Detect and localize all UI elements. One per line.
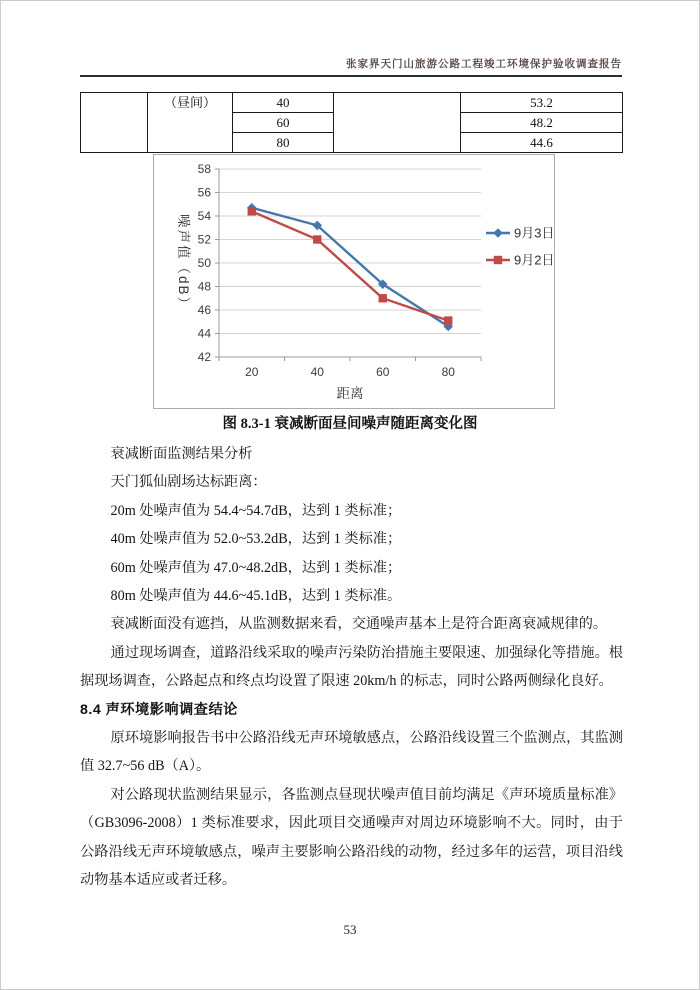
svg-text:56: 56 [197, 185, 211, 200]
chart-svg [154, 155, 554, 408]
svg-text:20: 20 [245, 365, 259, 379]
svg-text:42: 42 [197, 350, 211, 364]
table-cell-value: 48.2 [461, 113, 623, 133]
noise-distance-chart [153, 154, 555, 409]
svg-text:80: 80 [441, 365, 455, 379]
svg-text:60: 60 [376, 365, 390, 379]
x-axis [219, 357, 481, 379]
svg-text:58: 58 [197, 162, 211, 176]
table-cell-value: 44.6 [461, 133, 623, 153]
svg-text:40: 40 [310, 365, 324, 379]
paragraph: 60m 处噪声值为 47.0~48.2dB，达到 1 类标准； [110, 559, 402, 576]
section-heading: 8.4 声环境影响调查结论 [80, 701, 238, 718]
body-text [80, 440, 623, 895]
paragraph: 20m 处噪声值为 54.4~54.7dB，达到 1 类标准； [110, 502, 402, 519]
svg-text:9月2日: 9月2日 [514, 252, 554, 268]
table-row [81, 93, 623, 113]
noise-table [80, 92, 623, 153]
gridlines [219, 169, 481, 334]
paragraph: 衰减断面监测结果分析 [110, 446, 253, 462]
y-axis-label: 噪声值（dB） [176, 213, 191, 313]
svg-text:52: 52 [197, 232, 211, 247]
figure-caption: 图 8.3-1 衰减断面昼间噪声随距离变化图 [222, 416, 478, 432]
table-cell-period: （昼间） [148, 93, 233, 153]
table-cell-empty-mid [334, 93, 461, 153]
paragraph: 80m 处噪声值为 44.6~45.1dB，达到 1 类标准。 [110, 588, 402, 605]
svg-text:54: 54 [197, 209, 211, 223]
paragraph: 40m 处噪声值为 52.0~53.2dB，达到 1 类标准； [110, 531, 402, 548]
svg-text:44: 44 [197, 326, 211, 341]
header-rule [80, 75, 622, 77]
table-cell-empty-left [81, 93, 148, 153]
table-cell-distance: 40 [233, 93, 334, 113]
paragraph: 天门狐仙剧场达标距离： [110, 474, 267, 491]
table-cell-distance: 80 [233, 133, 334, 153]
series-1 [248, 207, 453, 325]
table-cell-distance: 60 [233, 113, 334, 133]
header-title: 张家界天门山旅游公路工程竣工环境保护验收调查报告 [346, 58, 622, 70]
svg-text:50: 50 [197, 256, 211, 270]
y-axis [198, 162, 219, 364]
legend [486, 226, 554, 268]
table-cell-value: 53.2 [461, 93, 623, 113]
paragraph: 通过现场调查，道路沿线采取的噪声污染防治措施主要限速、加强绿化等措施。根据现场调查，公路起点和终点均设置了限速 20km/h 的标志，同时公路两侧绿化良好。 [80, 644, 623, 690]
page-number: 53 [343, 922, 357, 937]
svg-text:48: 48 [197, 279, 211, 294]
paragraph: 原环境影响报告书中公路沿线无声环境敏感点，公路沿线设置三个监测点，其监测值 32.7~56 dB（A）。 [80, 730, 623, 775]
svg-text:46: 46 [197, 303, 211, 317]
paragraph: 衰减断面没有遮挡，从监测数据来看，交通噪声基本上是符合距离衰减规律的。 [110, 616, 608, 633]
svg-text:9月3日: 9月3日 [514, 225, 554, 241]
x-axis-label: 距离 [336, 386, 364, 401]
paragraph: 对公路现状监测结果显示，各监测点昼现状噪声值目前均满足《声环境质量标准》（GB3096-2008）1 类标准要求，因此项目交通噪声对周边环境影响不大。同时，由于公路沿线无声环境敏感点，噪声主要影响公路沿线的动物，经过多年的运营，项目沿线动物基本适应或者迁移。 [80, 786, 623, 889]
